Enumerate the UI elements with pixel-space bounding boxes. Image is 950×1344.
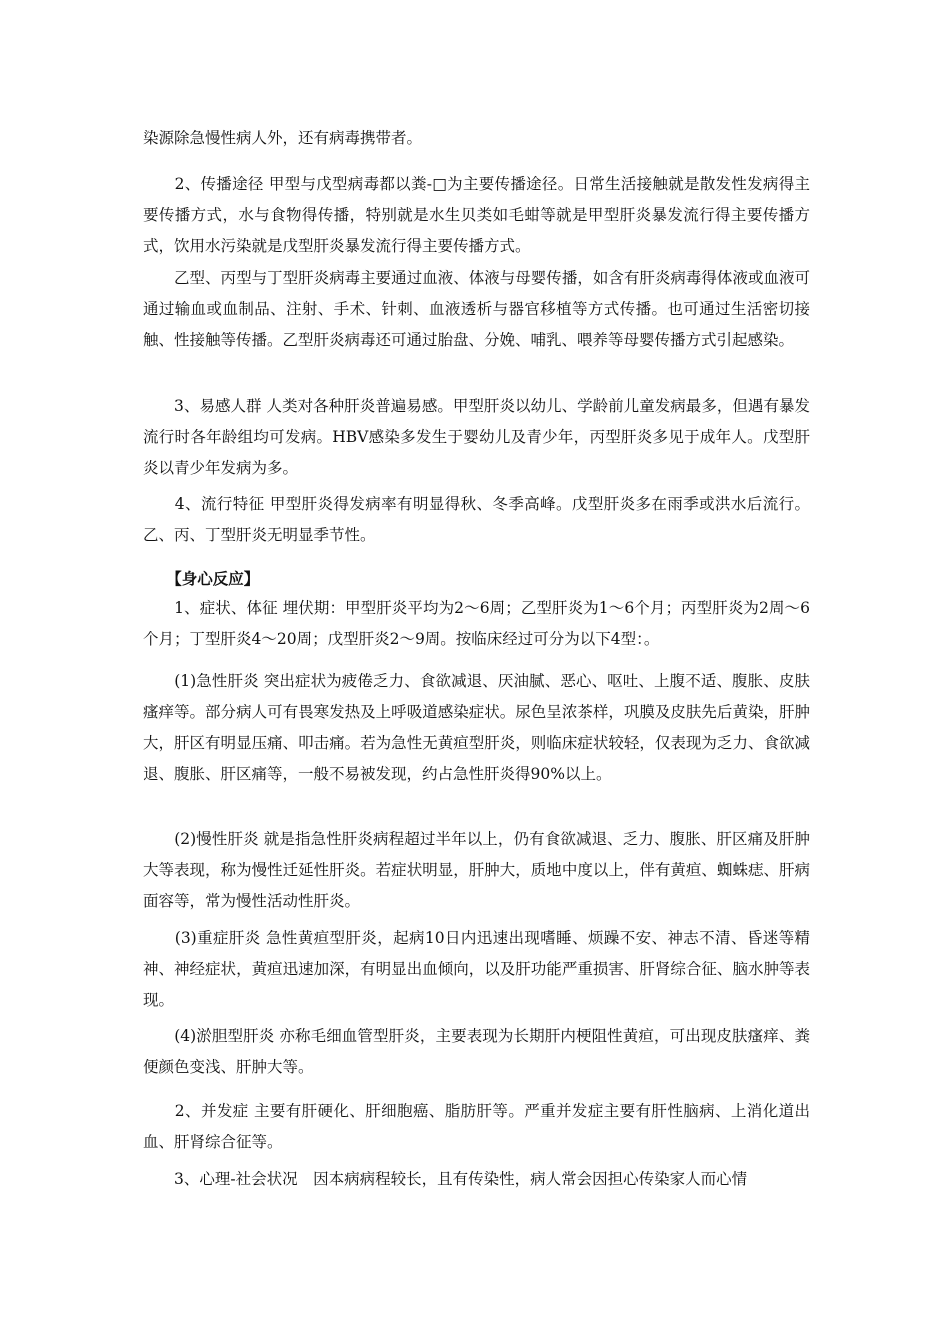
paragraph-cholestatic-hepatitis: (4)淤胆型肝炎 亦称毛细血管型肝炎，主要表现为长期肝内梗阻性黄疸，可出现皮肤瘙痒、粪便颜色变浅、肝肿大等。: [143, 1027, 810, 1076]
paragraph-epidemic-features: 4、流行特征 甲型肝炎得发病率有明显得秋、冬季高峰。戊型肝炎多在雨季或洪水后流行。乙、丙、丁型肝炎无明显季节性。: [143, 495, 810, 544]
paragraph-acute-hepatitis: (1)急性肝炎 突出症状为疲倦乏力、食欲减退、厌油腻、恶心、呕吐、上腹不适、腹胀、皮肤瘙痒等。部分病人可有畏寒发热及上呼吸道感染症状。尿色呈浓茶样，巩膜及皮肤先后黄染，肝肿大，肝区有明显压痛、叩击痛。若为急性无黄疸型肝炎，则临床症状较轻，仅表现为乏力、食欲减退、腹胀、肝区痛等，一般不易被发现，约占急性肝炎得90%以上。: [143, 672, 810, 783]
paragraph-severe-hepatitis: (3)重症肝炎 急性黄疸型肝炎，起病10日内迅速出现嗜睡、烦躁不安、神志不清、昏迷等精神、神经症状，黄疸迅速加深，有明显出血倾向，以及肝功能严重损害、肝肾综合征、脑水肿等表现。: [143, 929, 810, 1009]
paragraph-infection-source: 染源除急慢性病人外，还有病毒携带者。: [143, 129, 423, 147]
paragraph-chronic-hepatitis: (2)慢性肝炎 就是指急性肝炎病程超过半年以上，仍有食欲减退、乏力、腹胀、肝区痛及肝肿大等表现，称为慢性迁延性肝炎。若症状明显，肝肿大，质地中度以上，伴有黄疸、蜘蛛痣、肝病面容等，常为慢性活动性肝炎。: [143, 830, 810, 910]
paragraph-complications: 2、并发症 主要有肝硬化、肝细胞癌、脂肪肝等。严重并发症主要有肝性脑病、上消化道出血、肝肾综合征等。: [143, 1102, 810, 1151]
paragraph-transmission-route: 2、传播途径 甲型与戊型病毒都以粪-□为主要传播途径。日常生活接触就是散发性发病得主要传播方式，水与食物得传播，特别就是水生贝类如毛蚶等就是甲型肝炎暴发流行得主要传播方式，饮用水污染就是戊型肝炎暴发流行得主要传播方式。: [143, 175, 810, 255]
section-heading-psychosomatic-response: 【身心反应】: [143, 569, 260, 588]
paragraph-blood-transmission: 乙型、丙型与丁型肝炎病毒主要通过血液、体液与母婴传播，如含有肝炎病毒得体液或血液可通过输血或血制品、注射、手术、针刺、血液透析与器官移植等方式传播。也可通过生活密切接触、性接触等传播。乙型肝炎病毒还可通过胎盘、分娩、哺乳、喂养等母婴传播方式引起感染。: [143, 269, 810, 349]
paragraph-symptoms-signs: 1、症状、体征 埋伏期：甲型肝炎平均为2～6周；乙型肝炎为1～6个月；丙型肝炎为2周～6个月；丁型肝炎4～20周；戊型肝炎2～9周。按临床经过可分为以下4型：。: [143, 599, 810, 648]
paragraph-susceptible-population: 3、易感人群 人类对各种肝炎普遍易感。甲型肝炎以幼儿、学龄前儿童发病最多，但遇有暴发流行时各年龄组均可发病。HBV感染多发生于婴幼儿及青少年，丙型肝炎多见于成年人。戊型肝炎以青少年发病为多。: [143, 397, 810, 477]
paragraph-psychosocial-status: 3、心理-社会状况 因本病病程较长，且有传染性，病人常会因担心传染家人而心情: [143, 1170, 748, 1188]
